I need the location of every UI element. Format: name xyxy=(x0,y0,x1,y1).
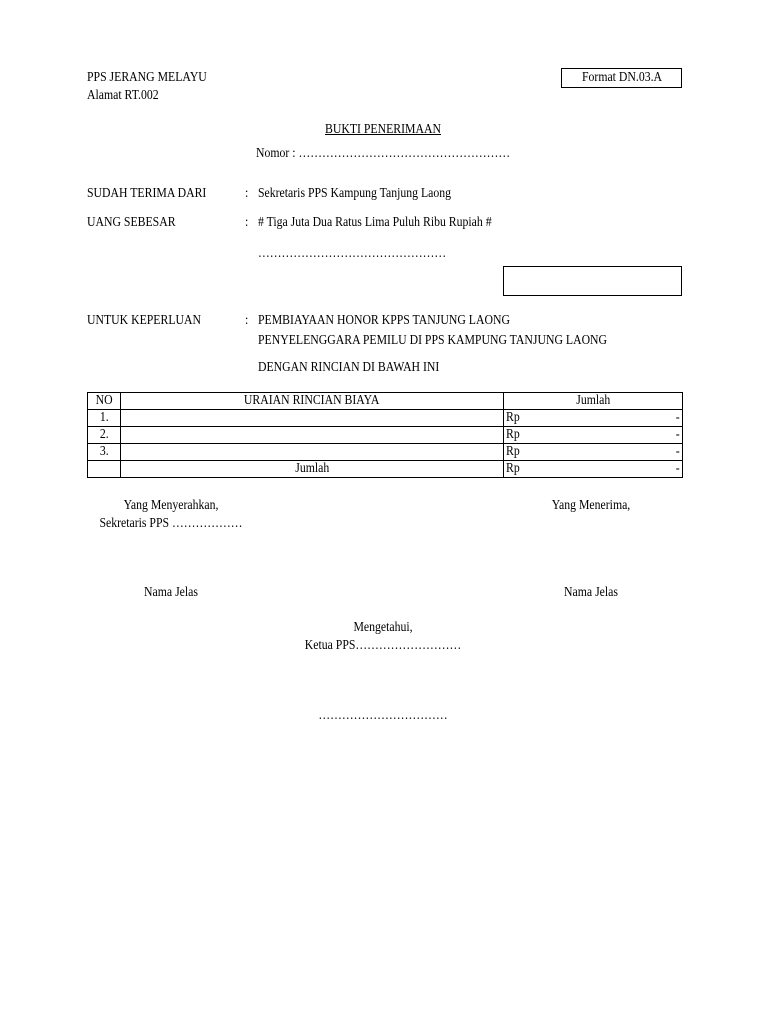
row-description xyxy=(121,427,504,444)
receiver-name: Nama Jelas xyxy=(564,585,618,600)
row-description xyxy=(121,410,504,427)
amount-figure-box xyxy=(503,266,682,296)
receiver-title: Yang Menerima, xyxy=(551,498,631,513)
row-amount: Rp - xyxy=(504,427,683,444)
total-empty-cell xyxy=(88,461,121,478)
purpose-line-3: DENGAN RINCIAN DI BAWAH INI xyxy=(258,360,440,375)
acknowledger-role: Ketua PPS……………………… xyxy=(304,638,462,653)
amount-in-words: # Tiga Juta Dua Ratus Lima Puluh Ribu Rupiah # xyxy=(258,215,492,230)
format-code: Format DN.03.A xyxy=(581,70,663,85)
header-description: URAIAN RINCIAN BIAYA xyxy=(121,393,504,410)
amount-dots: ………………………………………… xyxy=(258,246,447,261)
colon: : xyxy=(245,313,249,328)
cost-detail-table xyxy=(87,392,683,478)
table-row xyxy=(88,410,683,427)
table-row xyxy=(88,427,683,444)
received-from-label: SUDAH TERIMA DARI xyxy=(87,186,207,201)
colon: : xyxy=(245,215,249,230)
total-label: Jumlah xyxy=(121,461,504,478)
acknowledger-title: Mengetahui, xyxy=(353,620,413,635)
colon: : xyxy=(245,186,249,201)
acknowledger-signature-line: …………………………… xyxy=(318,708,448,723)
giver-name: Nama Jelas xyxy=(144,585,198,600)
table-row xyxy=(88,444,683,461)
purpose-line-2: PENYELENGGARA PEMILU DI PPS KAMPUNG TANJUNG LAONG xyxy=(258,333,608,348)
received-from-value: Sekretaris PPS Kampung Tanjung Laong xyxy=(258,186,451,201)
row-amount: Rp - xyxy=(504,444,683,461)
amount-label: UANG SEBESAR xyxy=(87,215,176,230)
table-total-row xyxy=(88,461,683,478)
purpose-label: UNTUK KEPERLUAN xyxy=(87,313,202,328)
giver-title: Yang Menyerahkan, xyxy=(123,498,219,513)
total-amount: Rp - xyxy=(504,461,683,478)
document-title: BUKTI PENERIMAAN xyxy=(325,122,441,137)
giver-role: Sekretaris PPS ……………… xyxy=(99,516,243,531)
table-header-row xyxy=(88,393,683,410)
row-number: 2. xyxy=(88,427,121,444)
organization-name: PPS JERANG MELAYU xyxy=(87,70,207,85)
row-amount: Rp - xyxy=(504,410,683,427)
row-number: 1. xyxy=(88,410,121,427)
format-code-box xyxy=(561,68,682,88)
row-number: 3. xyxy=(88,444,121,461)
row-description xyxy=(121,444,504,461)
header-amount: Jumlah xyxy=(504,393,683,410)
document-number: Nomor : ……………………………………………… xyxy=(256,146,511,161)
purpose-line-1: PEMBIAYAAN HONOR KPPS TANJUNG LAONG xyxy=(258,313,510,328)
organization-address: Alamat RT.002 xyxy=(87,88,159,103)
header-no: NO xyxy=(88,393,121,410)
